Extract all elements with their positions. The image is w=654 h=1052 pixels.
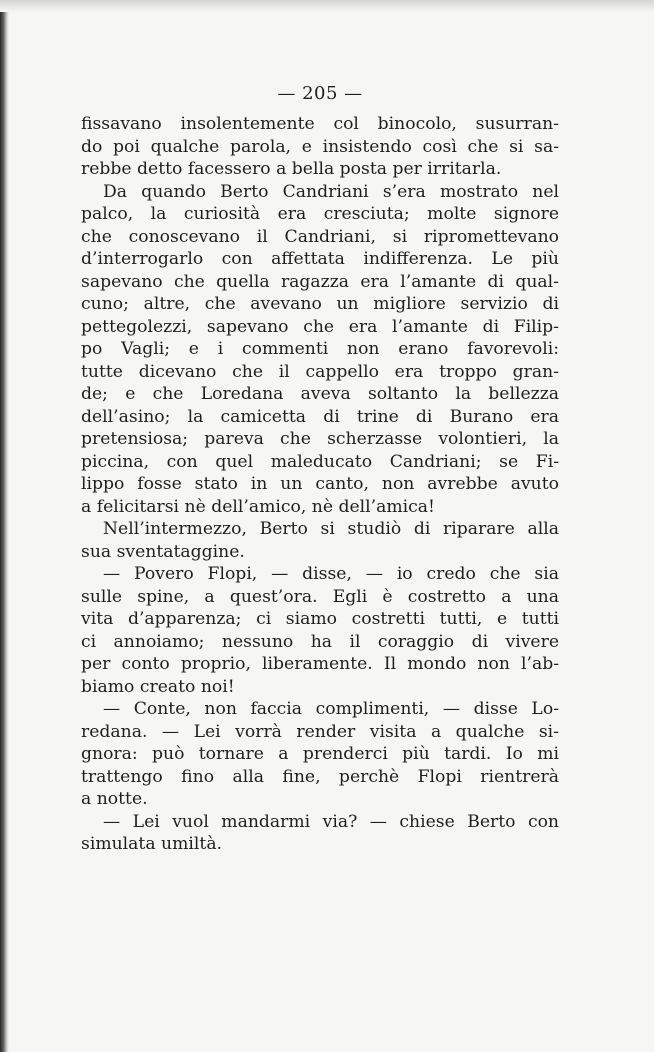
text-line: trattengo fino alla fine, perchè Flopi rientrerà	[81, 766, 559, 787]
page-body	[81, 82, 559, 856]
text-line: per conto proprio, liberamente. Il mondo non l’ab-	[81, 654, 559, 674]
text-line: cuno; altre, che avevano un migliore servizio di	[81, 294, 559, 314]
text-line: a felicitarsi nè dell’amico, nè dell’amica!	[81, 496, 435, 517]
text-line: lippo fosse stato in un canto, non avrebbe avuto	[81, 474, 559, 494]
text-line: pretensiosa; pareva che scherzasse volontieri, la	[81, 429, 559, 449]
text-line: vita d’apparenza; ci siamo costretti tutti, e tutti	[81, 609, 559, 629]
text-line: de; e che Loredana aveva soltanto la bellezza	[81, 384, 559, 404]
text-line: tutte dicevano che il cappello era troppo gran-	[81, 361, 559, 382]
text-line: simulata umiltà.	[81, 834, 223, 854]
page-binding-edge	[0, 0, 9, 1052]
text-line: dell’asino; la camicetta di trine di Burano era	[81, 406, 559, 427]
text-line: pettegolezzi, sapevano che era l’amante di Filip-	[81, 316, 559, 337]
text-line: Nell’intermezzo, Berto si studiò di riparare alla	[103, 519, 559, 539]
text-line: — Povero Flopi, — disse, — io credo che sia	[103, 564, 559, 584]
text-line: d’interrogarlo con affettata indifferenza. Le più	[81, 249, 559, 269]
text-line: — Conte, non faccia complimenti, — disse Lo-	[103, 699, 559, 719]
text-line: Da quando Berto Candriani s’era mostrato nel	[103, 181, 559, 202]
text-line: ci annoiamo; nessuno ha il coraggio di vivere	[81, 631, 559, 652]
text-line: fissavano insolentemente col binocolo, susurran-	[81, 114, 559, 134]
text-line: sapevano che quella ragazza era l’amante di qual-	[81, 271, 559, 292]
text-line: che conoscevano il Candriani, si ripromettevano	[81, 226, 559, 247]
text-line: sulle spine, a quest’ora. Egli è costretto a una	[81, 586, 559, 607]
text-line: biamo creato noi!	[81, 676, 235, 697]
text-line: do poi qualche parola, e insistendo così che si sa-	[81, 136, 559, 157]
text-lines	[81, 113, 559, 856]
text-line: piccina, con quel maleducato Candriani; se Fi-	[81, 451, 559, 472]
text-line: gnora: può tornare a prenderci più tardi. Io mi	[81, 744, 559, 764]
page-number: — 205 —	[277, 83, 363, 104]
text-line: rebbe detto facessero a bella posta per irritarla.	[81, 159, 502, 179]
text-line: palco, la curiosità era cresciuta; molte signore	[81, 204, 559, 224]
text-line: redana. — Lei vorrà render visita a qualche si-	[81, 721, 559, 742]
text-line: po Vagli; e i commenti non erano favorevoli:	[81, 339, 559, 359]
text-line: a notte.	[81, 789, 148, 809]
text-line: — Lei vuol mandarmi via? — chiese Berto con	[103, 811, 559, 832]
text-line: sua sventataggine.	[81, 541, 245, 562]
page-top-shadow	[0, 0, 654, 12]
